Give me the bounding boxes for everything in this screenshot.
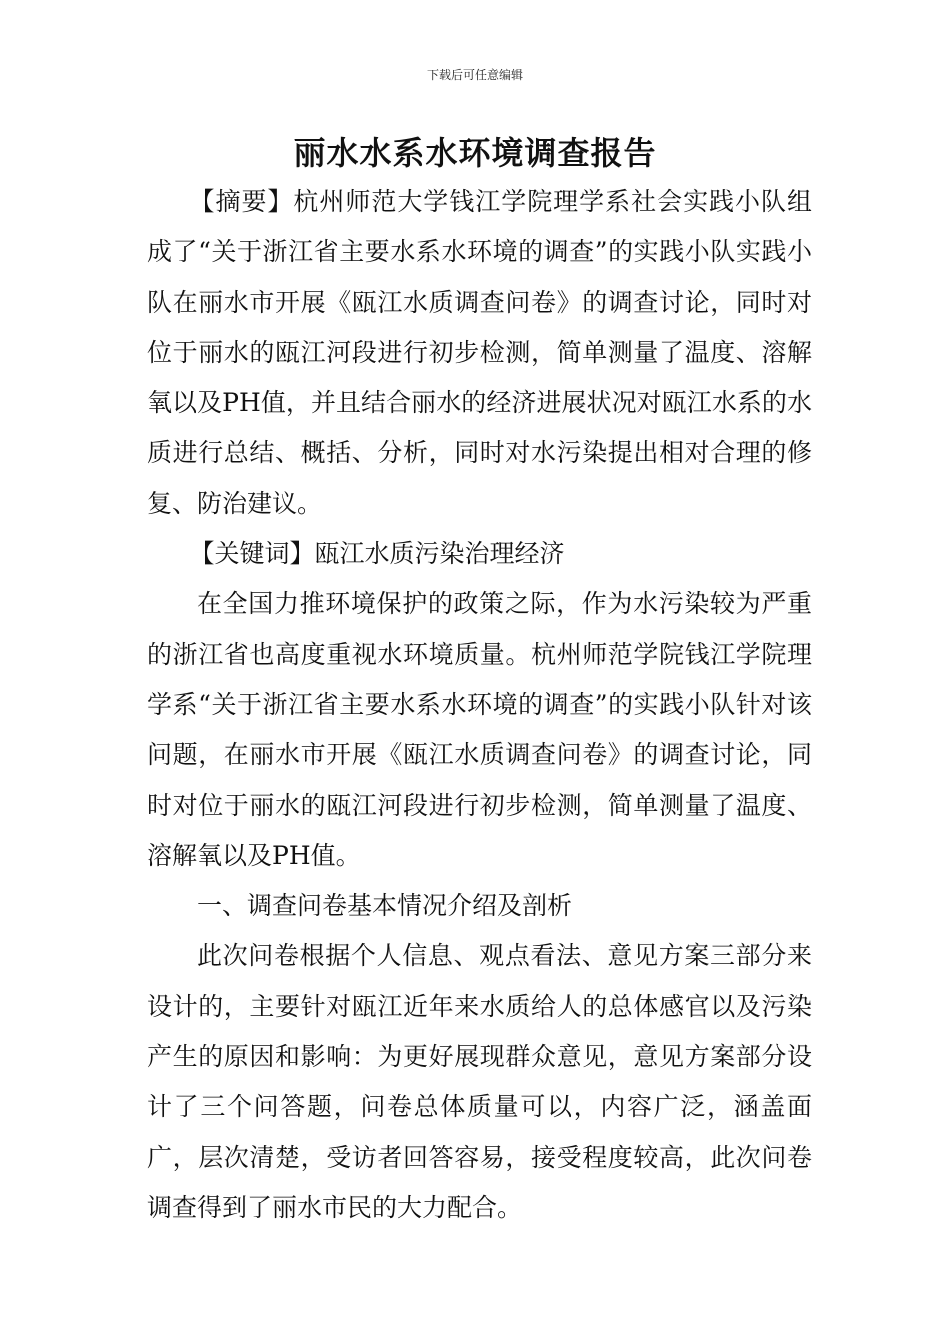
document-body bbox=[147, 177, 812, 1233]
keywords-paragraph: 【关键词】瓯江水质污染治理经济 bbox=[189, 539, 565, 569]
abstract-paragraph: 【摘要】杭州师范大学钱江学院理学系社会实践小队组成了“关于浙江省主要水系水环境的调查”的实践小队实践小队在丽水市开展《瓯江水质调查问卷》的调查讨论，同时对位于丽水的瓯江河段进行初步检测，简单测量了温度、溶解氧以及PH值，并且结合丽水的经济进展状况对瓯江水系的水质进行总结、概括、分析，同时对水污染提出相对合理的修复、防治建议。 bbox=[147, 187, 812, 518]
document-title: 丽水水系水环境调查报告 bbox=[293, 134, 657, 172]
page-header: 下载后可任意编辑 bbox=[426, 68, 523, 82]
intro-paragraph: 在全国力推环境保护的政策之际，作为水污染较为严重的浙江省也高度重视水环境质量。杭州师范学院钱江学院理学系“关于浙江省主要水系水环境的调查”的实践小队针对该问题，在丽水市开展《瓯江水质调查问卷》的调查讨论，同时对位于丽水的瓯江河段进行初步检测，简单测量了温度、溶解氧以及PH值。 bbox=[147, 589, 812, 870]
section-heading: 一、调查问卷基本情况介绍及剖析 bbox=[197, 891, 573, 921]
section-paragraph: 此次问卷根据个人信息、观点看法、意见方案三部分来设计的，主要针对瓯江近年来水质给人的总体感官以及污染产生的原因和影响：为更好展现群众意见，意见方案部分设计了三个问答题，问卷总体质量可以，内容广泛，涵盖面广，层次清楚，受访者回答容易，接受程度较高，此次问卷调查得到了丽水市民的大力配合。 bbox=[147, 941, 812, 1222]
